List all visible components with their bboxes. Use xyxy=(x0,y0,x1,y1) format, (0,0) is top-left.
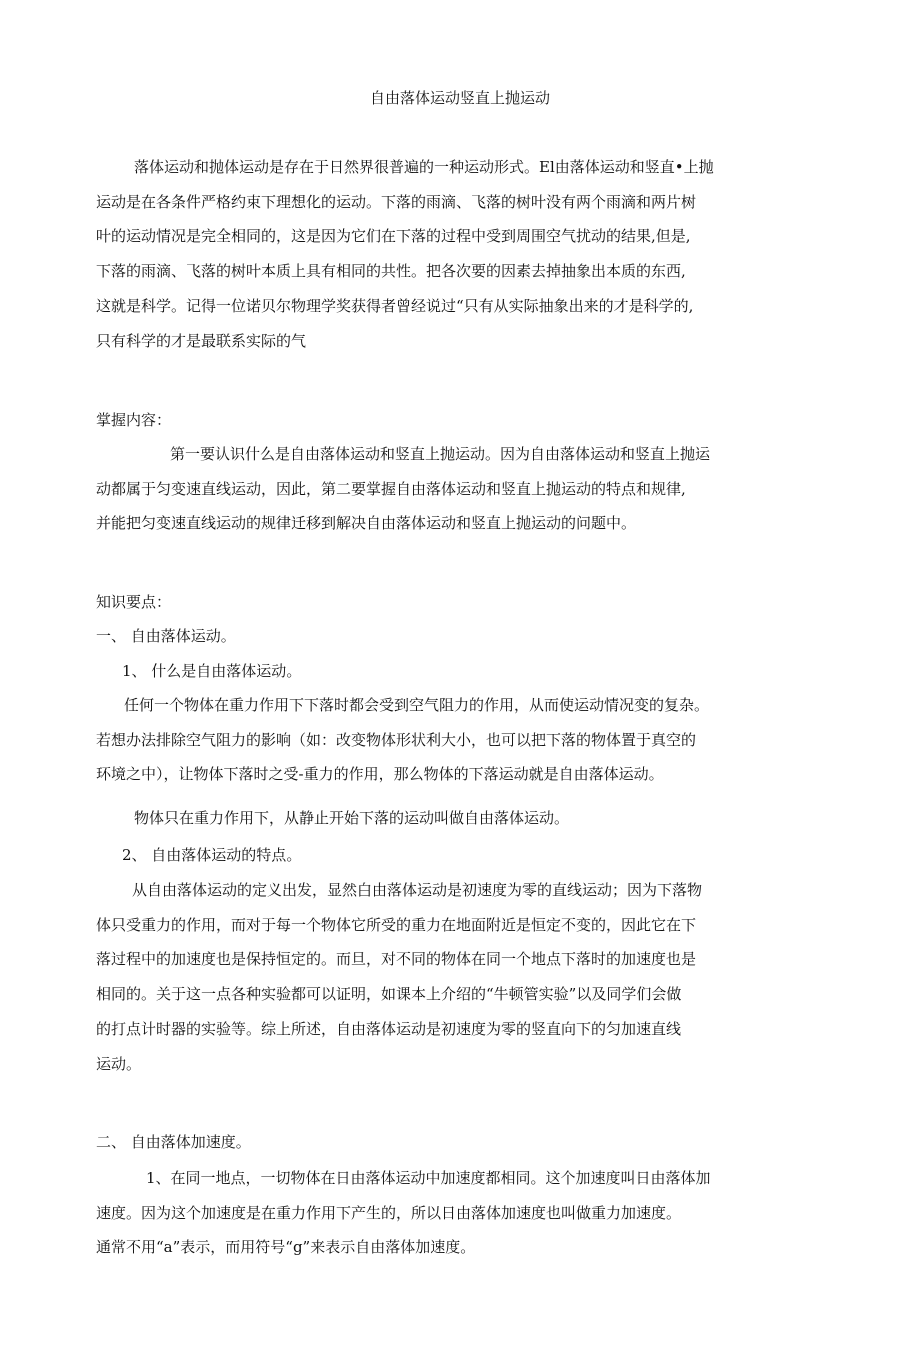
knowledge-heading: 知识要点： xyxy=(96,593,172,611)
section1-item1-line: 环境之中），让物体下落时之受-重力的作用，那么物体的下落运动就是自由落体运动。 xyxy=(96,765,664,784)
intro-line: 只有科学的才是最联系实际的气 xyxy=(96,331,307,350)
section1-item2-title: 2、 自由落体运动的特点。 xyxy=(122,846,302,864)
intro-line: 落体运动和抛体运动是存在于日然界很普遍的一种运动形式。El由落体运动和竖直•上抛 xyxy=(134,158,714,176)
section1-item2-line: 从自由落体运动的定义出发，显然白由落体运动是初速度为零的直线运动；因为下落物 xyxy=(132,881,703,899)
intro-line: 叶的运动情况是完全相同的，这是因为它们在下落的过程中受到周围空气扰动的结果,但是, xyxy=(96,227,691,246)
intro-line: 这就是科学。记得一位诺贝尔物理学奖获得者曾经说过“只有从实际抽象出来的才是科学的, xyxy=(96,296,694,315)
free-fall-definition: 物体只在重力作用下，从静止开始下落的运动叫做自由落体运动。 xyxy=(134,809,570,827)
section2-item1-paragraph xyxy=(96,1161,796,1265)
section1-item2-line: 体只受重力的作用，而对于每一个物体它所受的重力在地面附近是恒定不变的，因此它在下 xyxy=(96,915,697,934)
section2-title: 二、 自由落体加速度。 xyxy=(96,1133,251,1151)
mastery-line: 第一要认识什么是自由落体运动和竖直上抛运动。因为自由落体运动和竖直上抛运 xyxy=(170,445,711,463)
section1-item2-line: 运动。 xyxy=(96,1054,142,1073)
mastery-paragraph xyxy=(96,437,796,541)
section1-item2-line: 落过程中的加速度也是保持恒定的。而旦，对不同的物体在同一个地点下落时的加速度也是 xyxy=(96,950,697,969)
mastery-line: 并能把匀变速直线运动的规律迁移到解决自由落体运动和竖直上抛运动的问题中。 xyxy=(96,514,637,533)
section2-item1-line: 通常不用“a”表示，而用符号“g”来表示自由落体加速度。 xyxy=(96,1238,476,1257)
page-title: 自由落体运动竖直上抛运动 xyxy=(369,89,550,107)
mastery-heading: 掌握内容： xyxy=(96,411,172,429)
section2-item1-line: 速度。因为这个加速度是在重力作用下产生的，所以日由落体加速度也叫做重力加速度。 xyxy=(96,1203,682,1222)
section1-item2-line: 相同的。关于这一点各种实验都可以证明，如课本上介绍的“牛顿管实验”以及同学们会做 xyxy=(96,985,682,1004)
section1-title: 一、 自由落体运动。 xyxy=(96,627,236,645)
section1-item1-line: 任何一个物体在重力作用下下落时都会受到空气阻力的作用，从而使运动情况变的复杂。 xyxy=(124,696,710,714)
section1-item2-paragraph xyxy=(96,873,796,1081)
section1-item1-paragraph xyxy=(96,688,796,792)
section1-item1-title: 1、 什么是自由落体运动。 xyxy=(122,662,302,680)
intro-line: 下落的雨滴、飞落的树叶本质上具有相同的共性。把各次要的因素去掉抽象出本质的东西, xyxy=(96,262,686,281)
section1-item2-line: 的打点计时器的实验等。综上所述，自由落体运动是初速度为零的竖直向下的匀加速直线 xyxy=(96,1019,682,1038)
intro-line: 运动是在各条件严格约束下理想化的运动。下落的雨滴、飞落的树叶没有两个雨滴和两片树 xyxy=(96,192,697,211)
section1-item1-line: 若想办法排除空气阻力的影响（如：改变物体形状利大小，也可以把下落的物体置于真空的 xyxy=(96,730,697,749)
intro-paragraph xyxy=(96,150,796,358)
mastery-line: 动都属于匀变速直线运动，因此，第二要掌握自由落体运动和竖直上抛运动的特点和规律, xyxy=(96,479,686,498)
section2-item1-line: 1、在同一地点，一切物体在日由落体运动中加速度都相同。这个加速度叫日由落体加 xyxy=(146,1169,711,1187)
